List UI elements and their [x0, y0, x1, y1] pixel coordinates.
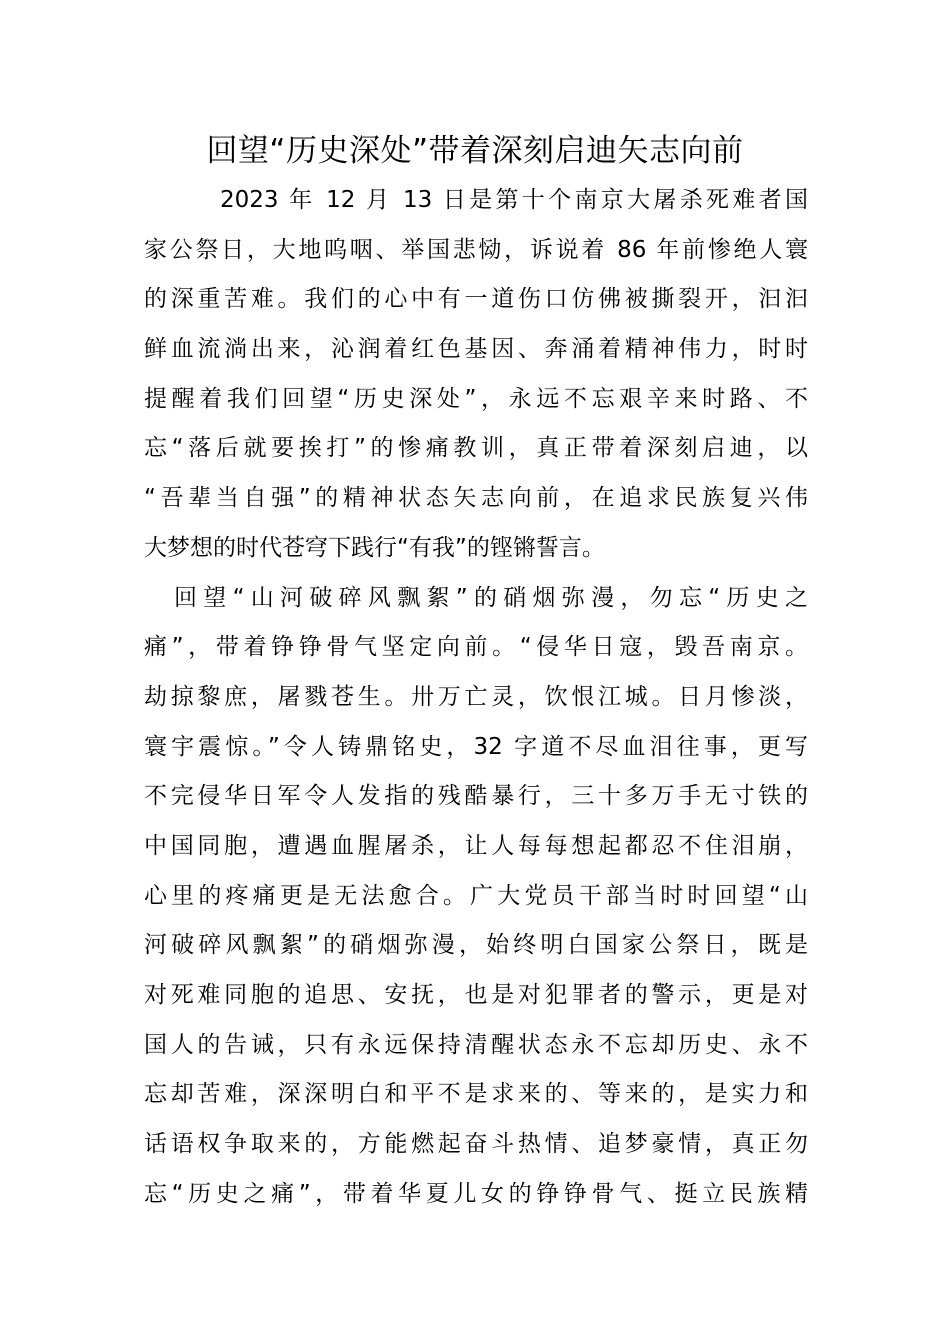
document-body	[144, 176, 808, 1219]
paragraph-line: 话语权争取来的，方能燃起奋斗热情、追梦豪情，真正勿	[144, 1131, 808, 1158]
paragraph-line: 忘“历史之痛”，带着华夏儿女的铮铮骨气、挺立民族精	[144, 1180, 808, 1207]
paragraph-line: 鲜血流淌出来，沁润着红色基因、奔涌着精神伟力，时时	[144, 336, 808, 363]
paragraph-line: 中国同胞，遭遇血腥屠杀，让人每每想起都忍不住泪崩，	[144, 832, 808, 859]
paragraph-line: 大梦想的时代苍穹下践行“有我”的铿锵誓言。	[144, 534, 605, 561]
paragraph-line: 回望“山河破碎风飘絮”的硝烟弥漫，勿忘“历史之	[174, 584, 808, 611]
paragraph-line: 痛”，带着铮铮骨气坚定向前。“侵华日寇，毁吾南京。	[144, 634, 808, 661]
paragraph-2	[144, 574, 808, 1220]
paragraph-line: 寰宇震惊。”令人铸鼎铭史，32 字道不尽血泪往事，更写	[144, 733, 808, 760]
paragraph-line: 不完侵华日军令人发指的残酷暴行，三十多万手无寸铁的	[144, 783, 808, 810]
paragraph-line: 提醒着我们回望“历史深处”，永远不忘艰辛来时路、不	[144, 385, 808, 412]
paragraph-line: 河破碎风飘絮”的硝烟弥漫，始终明白国家公祭日，既是	[144, 932, 808, 959]
paragraph-line: 忘“落后就要挨打”的惨痛教训，真正带着深刻启迪，以	[144, 435, 808, 462]
paragraph-1	[144, 176, 808, 574]
paragraph-line: 忘却苦难，深深明白和平不是求来的、等来的，是实力和	[144, 1081, 808, 1108]
paragraph-line: 国人的告诫，只有永远保持清醒状态永不忘却历史、永不	[144, 1031, 808, 1058]
paragraph-line: 的深重苦难。我们的心中有一道伤口仿佛被撕裂开，汩汩	[144, 286, 808, 313]
paragraph-line: 心里的疼痛更是无法愈合。广大党员干部当时时回望“山	[144, 882, 808, 909]
paragraph-line: “吾辈当自强”的精神状态矢志向前，在追求民族复兴伟	[144, 485, 808, 512]
document-title: 回望“历史深处”带着深刻启迪矢志向前	[206, 133, 744, 169]
paragraph-line: 对死难同胞的追思、安抚，也是对犯罪者的警示，更是对	[144, 982, 808, 1008]
paragraph-line: 2023 年 12 月 13 日是第十个南京大屠杀死难者国	[220, 187, 808, 213]
paragraph-line: 家公祭日，大地呜咽、举国悲恸，诉说着 86 年前惨绝人寰	[144, 236, 808, 263]
paragraph-line: 劫掠黎庶，屠戮苍生。卅万亡灵，饮恨江城。日月惨淡，	[144, 683, 808, 710]
